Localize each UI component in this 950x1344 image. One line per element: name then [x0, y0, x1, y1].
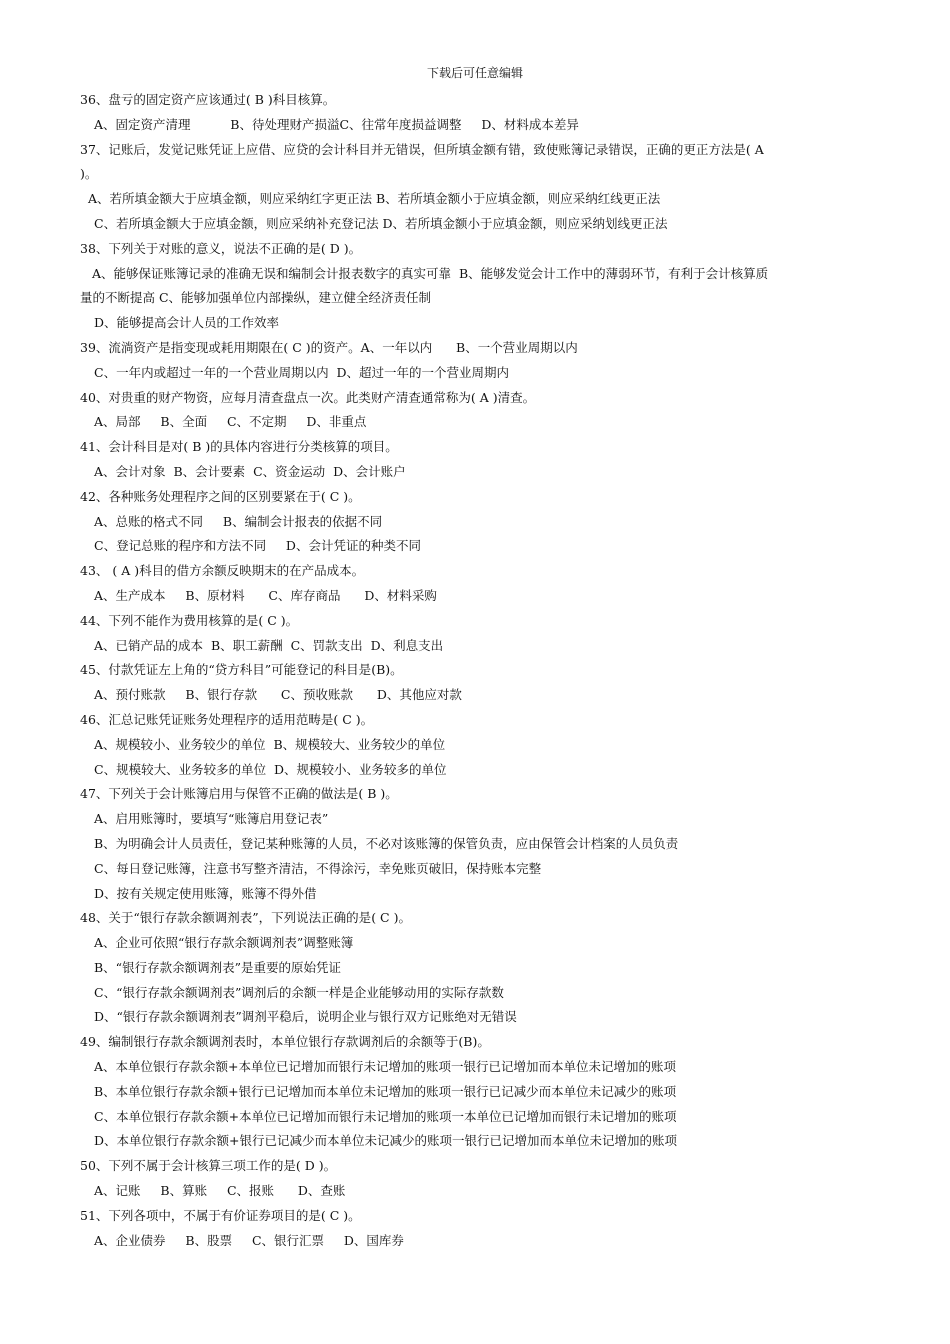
option-line: A、规模较小、业务较少的单位 B、规模较大、业务较少的单位: [94, 736, 446, 752]
option-line: D、本单位银行存款余额+银行已记减少而本单位未记减少的账项一银行已记增加而本单位未记增加的账项: [94, 1133, 677, 1149]
document-body: [80, 88, 880, 1253]
option-line: B、“银行存款余额调剂表”是重要的原始凭证: [94, 959, 341, 975]
option-line: A、启用账簿时，要填写“账簿启用登记表”: [94, 811, 329, 827]
option-line: C、“银行存款余额调剂表”调剂后的余额一样是企业能够动用的实际存款数: [94, 984, 504, 1000]
option-line: A、企业可依照“银行存款余额调剂表”调整账簿: [94, 935, 354, 951]
question-line: 47、下列关于会计账簿启用与保管不正确的做法是( B )。: [80, 786, 398, 802]
question-line: 51、下列各项中，不属于有价证券项目的是( C )。: [80, 1207, 361, 1223]
question-line: 37、记账后，发觉记账凭证上应借、应贷的会计科目并无错误，但所填金额有错，致使账簿记录错误，正确的更正方法是( A: [80, 141, 764, 157]
option-line: B、为明确会计人员责任，登记某种账簿的人员，不必对该账簿的保管负责，应由保管会计档案的人员负责: [94, 835, 679, 851]
option-line: A、已销产品的成本 B、职工薪酬 C、罚款支出 D、利息支出: [94, 637, 444, 653]
option-line: C、规模较大、业务较多的单位 D、规模较小、业务较多的单位: [94, 761, 447, 777]
option-line: A、能够保证账簿记录的准确无误和编制会计报表数字的真实可靠 B、能够发觉会计工作中的薄弱环节，有利于会计核算质: [88, 265, 769, 281]
question-line: 量的不断提高 C、能够加强单位内部操纵，建立健全经济责任制: [80, 290, 432, 306]
question-line: 43、 ( A )科目的借方余额反映期末的在产品成本。: [80, 563, 365, 579]
option-line: D、“银行存款余额调剂表”调剂平稳后，说明企业与银行双方记账绝对无错误: [94, 1009, 517, 1025]
question-line: 36、盘亏的固定资产应该通过( B )科目核算。: [80, 92, 336, 107]
option-line: C、登记总账的程序和方法不同 D、会计凭证的种类不同: [94, 538, 421, 554]
option-line: D、能够提高会计人员的工作效率: [94, 315, 280, 331]
question-line: 40、对贵重的财产物资，应每月清查盘点一次。此类财产清查通常称为( A )清查。: [80, 389, 536, 405]
question-line: 38、下列关于对账的意义，说法不正确的是( D )。: [80, 240, 362, 256]
question-line: 49、编制银行存款余额调剂表时，本单位银行存款调剂后的余额等于(B)。: [80, 1034, 490, 1050]
question-line: 50、下列不属于会计核算三项工作的是( D )。: [80, 1158, 337, 1174]
option-line: C、本单位银行存款余额+本单位已记增加而银行未记增加的账项一本单位已记增加而银行未记增加的账项: [94, 1108, 677, 1124]
option-line: C、每日登记账簿，注意书写整齐清洁，不得涂污，幸免账页破旧，保持账本完整: [94, 860, 542, 876]
option-line: A、本单位银行存款余额+本单位已记增加而银行未记增加的账项一银行已记增加而本单位未记增加的账项: [94, 1059, 677, 1075]
option-line: A、固定资产清理 B、待处理财产损溢C、往常年度损益调整 D、材料成本差异: [94, 116, 579, 132]
option-line: D、按有关规定使用账簿，账簿不得外借: [94, 885, 317, 901]
question-line: 44、下列不能作为费用核算的是( C )。: [80, 612, 299, 628]
question-line: 42、各种账务处理程序之间的区别要紧在于( C )。: [80, 488, 361, 504]
option-line: A、生产成本 B、原材料 C、库存商品 D、材料采购: [94, 587, 437, 603]
question-line: 45、付款凭证左上角的“贷方科目”可能登记的科目是(B)。: [80, 662, 403, 678]
option-line: C、一年内或超过一年的一个营业周期以内 D、超过一年的一个营业周期内: [94, 364, 510, 380]
option-line: A、企业债券 B、股票 C、银行汇票 D、国库券: [94, 1232, 404, 1248]
option-line: B、本单位银行存款余额+银行已记增加而本单位未记增加的账项一银行已记减少而本单位未记减少的账项: [94, 1083, 677, 1099]
question-line: 46、汇总记账凭证账务处理程序的适用范畴是( C )。: [80, 711, 374, 727]
question-line: 48、关于“银行存款余额调剂表”，下列说法正确的是( C )。: [80, 910, 411, 926]
option-line: A、若所填金额大于应填金额，则应采纳红字更正法 B、若所填金额小于应填金额，则应采纳红线更正法: [88, 191, 661, 207]
question-line: 41、会计科目是对( B )的具体内容进行分类核算的项目。: [80, 439, 398, 455]
page-header: 下载后可任意编辑: [426, 66, 523, 80]
option-line: C、若所填金额大于应填金额，则应采纳补充登记法 D、若所填金额小于应填金额，则应采纳划线更正法: [94, 215, 668, 231]
option-line: A、总账的格式不同 B、编制会计报表的依据不同: [94, 513, 383, 529]
question-line: 39、流淌资产是指变现或耗用期限在( C )的资产。A、一年以内 B、一个营业周期以内: [80, 339, 578, 355]
option-line: A、预付账款 B、银行存款 C、预收账款 D、其他应对款: [94, 687, 462, 703]
option-line: A、会计对象 B、会计要素 C、资金运动 D、会计账户: [94, 463, 406, 479]
question-line: )。: [80, 166, 98, 182]
option-line: A、局部 B、全面 C、不定期 D、非重点: [94, 414, 367, 430]
option-line: A、记账 B、算账 C、报账 D、查账: [94, 1183, 346, 1199]
